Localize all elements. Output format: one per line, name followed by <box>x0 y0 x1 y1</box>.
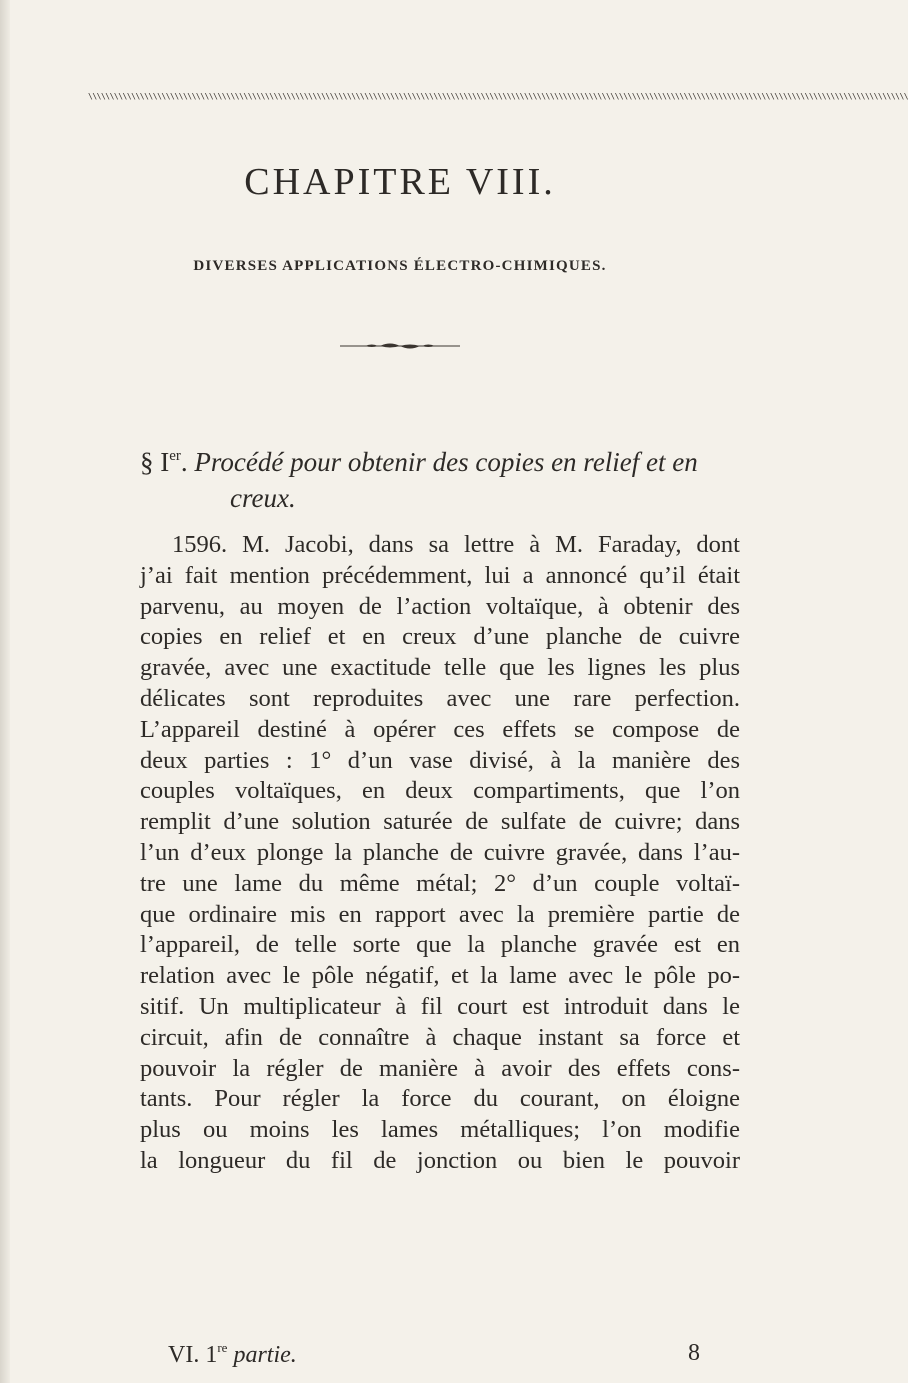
signature-mark: 8 <box>688 1340 700 1366</box>
body-line: tants. Pour régler la force du courant, on éloigne <box>140 1085 740 1113</box>
body-line: gravée, avec une exactitude telle que les lignes les plus <box>140 654 740 682</box>
body-line: que ordinaire mis en rapport avec la première partie de <box>140 900 740 928</box>
body-line: j’ai fait mention précédemment, lui a annoncé qu’il était <box>140 561 740 589</box>
body-line: circuit, afin de connaître à chaque instant sa force et <box>140 1023 740 1051</box>
body-line: deux parties : 1° d’un vase divisé, à la manière des <box>140 746 740 774</box>
volume-label: VI. 1 <box>168 1342 218 1368</box>
chapter-title: CHAPITRE VIII. <box>244 161 556 203</box>
body-line: l’appareil, de telle sorte que la planche gravée est en <box>140 931 740 959</box>
volume-part: partie. <box>233 1342 297 1368</box>
body-line: tre une lame du même métal; 2° d’un couple voltaï- <box>140 869 740 897</box>
body-line: L’appareil destiné à opérer ces effets se compose de <box>140 715 740 743</box>
body-line: remplit d’une solution saturée de sulfate de cuivre; dans <box>140 808 740 836</box>
chapter-subtitle: DIVERSES APPLICATIONS ÉLECTRO-CHIMIQUES. <box>193 258 607 274</box>
body-line: l’un d’eux plonge la planche de cuivre gravée, dans l’au- <box>140 838 740 866</box>
section-title-part2: creux. <box>230 483 296 513</box>
top-decorative-rule: \\\\\\\\\\\\\\\\\\\\\\\\\\\\\\\\\\\\\\\\\\\\\\\\\\\\\\\\\\\\\\\\\\\\\\\\\\\\\\\\\\\\\\\\\\\\\\\\\\\\\\\\\\\\\\\\\\\\\\\\\\\\\\\\\\\\\\\\\\\\\\\\\\\\\\\\\\\\\\\\\\\\\\\\\\\\\\\\\\\\\\\\\\\\\\ <box>88 92 908 101</box>
ornament-divider <box>340 340 460 352</box>
volume-sup: re <box>217 1340 228 1355</box>
body-line: pouvoir la régler de manière à avoir des effets cons- <box>140 1054 740 1082</box>
section-heading: § Ier. Procédé pour obtenir des copies en relief et en creux. <box>140 438 740 516</box>
volume-signature <box>168 1340 297 1369</box>
body-line: délicates sont reproduites avec une rare perfection. <box>140 684 740 712</box>
section-number-sup: er <box>169 448 181 464</box>
body-line: la longueur du fil de jonction ou bien le pouvoir <box>140 1146 740 1174</box>
body-line: 1596. M. Jacobi, dans sa lettre à M. Faraday, dont <box>172 531 740 558</box>
body-line: relation avec le pôle négatif, et la lame avec le pôle po- <box>140 962 740 990</box>
section-number: I <box>160 447 170 477</box>
section-title-part1: Procédé pour obtenir des copies en relief et en <box>194 447 698 477</box>
body-line: parvenu, au moyen de l’action voltaïque, à obtenir des <box>140 592 740 620</box>
section-sign: § <box>140 447 154 477</box>
body-line: couples voltaïques, en deux compartiments, que l’on <box>140 777 740 805</box>
body-line: sitif. Un multiplicateur à fil court est introduit dans le <box>140 992 740 1020</box>
body-line: plus ou moins les lames métalliques; l’on modifie <box>140 1116 740 1144</box>
body-paragraph <box>140 530 740 1177</box>
page-gutter-shadow <box>0 0 10 1383</box>
body-line: copies en relief et en creux d’une planche de cuivre <box>140 623 740 651</box>
